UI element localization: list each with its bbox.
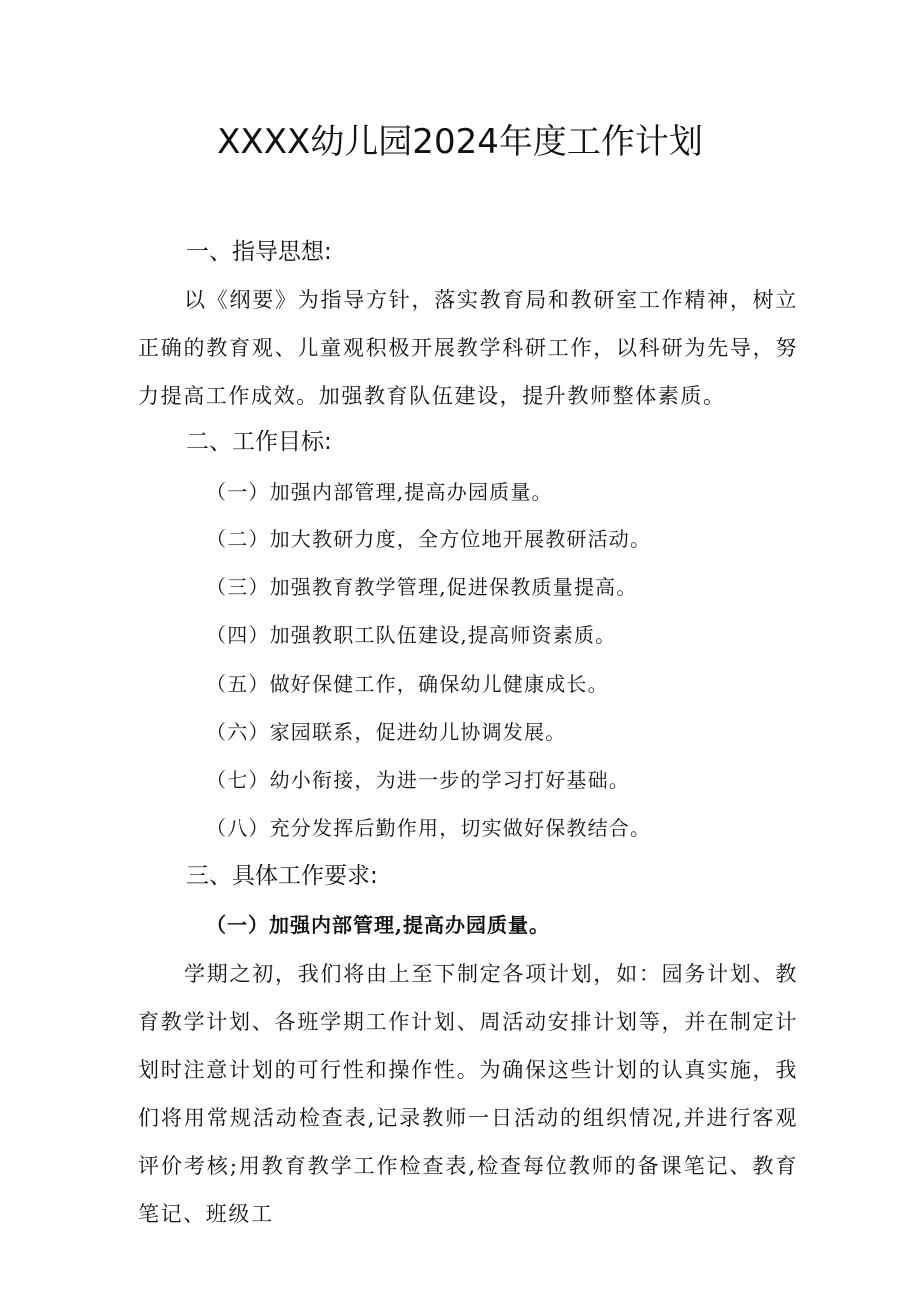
goal-item: （六）家园联系，促进幼儿协调发展。 xyxy=(206,720,567,744)
goal-item: （二）加大教研力度，全方位地开展教研活动。 xyxy=(206,527,652,551)
goal-item: （五）做好保健工作，确保幼儿健康成长。 xyxy=(206,672,609,696)
requirements-paragraph: 学期之初，我们将由上至下制定各项计划，如：园务计划、教育教学计划、各班学期工作计划、周活动安排计划等，并在制定计划时注意计划的可行性和操作性。为确保这些计划的认真实施，我们将用常规活动检查表,记录教师一日活动的组织情况,并进行客观评价考核;用教育教学工作检查表,检查每位教师的备课笔记、教育笔记、班级工 xyxy=(138,962,798,1226)
guiding-ideology-paragraph: 以《纲要》为指导方针，落实教育局和教研室工作精神，树立正确的教育观、儿童观积极开展教学科研工作，以科研为先导，努力提高工作成效。加强教育队伍建设，提升教师整体素质。 xyxy=(138,288,798,408)
document-title: XXXX幼儿园2024年度工作计划 xyxy=(217,122,703,162)
goal-item: （一）加强内部管理,提高办园质量。 xyxy=(206,480,553,504)
goal-item: （三）加强教育教学管理,促进保教质量提高。 xyxy=(206,575,638,599)
requirements-subheading: （一）加强内部管理,提高办园质量。 xyxy=(206,913,550,937)
section-heading-work-goals: 二、工作目标: xyxy=(186,429,332,455)
goal-item: （八）充分发挥后勤作用，切实做好保教结合。 xyxy=(206,816,652,840)
section-heading-specific-requirements: 三、具体工作要求: xyxy=(186,863,378,889)
section-heading-guiding-ideology: 一、指导思想: xyxy=(186,239,332,265)
goal-item: （四）加强教职工队伍建设,提高师资素质。 xyxy=(206,623,617,647)
goal-item: （七）幼小衔接，为进一步的学习打好基础。 xyxy=(206,768,630,792)
